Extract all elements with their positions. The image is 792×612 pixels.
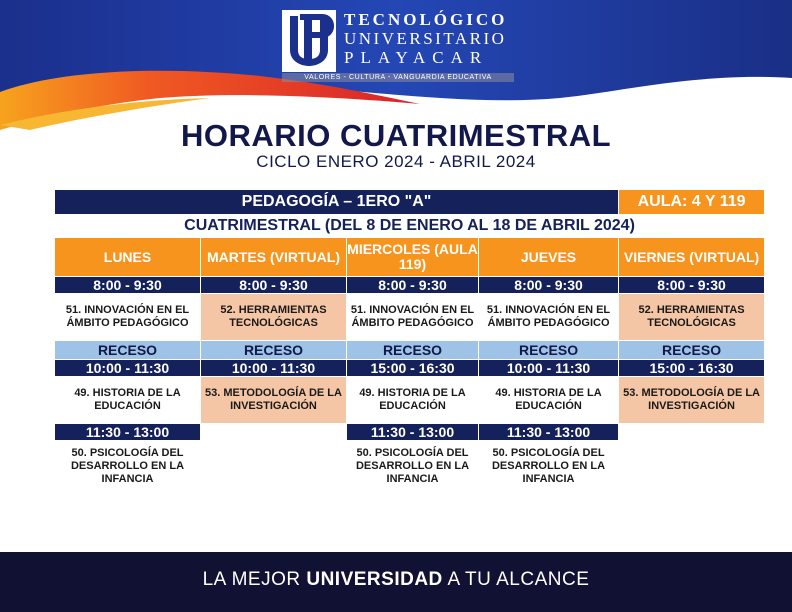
footer-text-2: UNIVERSIDAD <box>306 569 443 590</box>
course-cell: 50. PSICOLOGÍA DEL DESARROLLO EN LA INFANCIA <box>347 441 479 492</box>
time-slot: 11:30 - 13:00 <box>55 424 201 441</box>
course-row <box>55 294 765 341</box>
logo-line-1: TECNOLÓGICO <box>344 10 508 29</box>
course-cell: 49. HISTORIA DE LA EDUCACIÓN <box>479 377 619 424</box>
logo-slogan: VALORES - CULTURA - VANGUARDIA EDUCATIVA <box>282 73 514 82</box>
days-row <box>55 238 765 277</box>
logo-line-3: PLAYACAR <box>344 48 489 67</box>
period-row <box>55 215 765 238</box>
time-row <box>55 424 765 441</box>
schedule-table <box>54 189 765 492</box>
day-header: JUEVES <box>479 238 619 277</box>
page-title: HORARIO CUATRIMESTRAL <box>180 118 612 153</box>
course-cell: 50. PSICOLOGÍA DEL DESARROLLO EN LA INFANCIA <box>55 441 201 492</box>
time-slot: 8:00 - 9:30 <box>55 277 201 294</box>
time-row <box>55 277 765 294</box>
day-header: LUNES <box>55 238 201 277</box>
program-header: PEDAGOGÍA – 1ERO "A" <box>55 190 619 215</box>
footer-text-1: LA MEJOR <box>202 569 307 590</box>
course-row <box>55 377 765 424</box>
page-subtitle: CICLO ENERO 2024 - ABRIL 2024 <box>256 152 536 171</box>
course-cell: 53. METODOLOGÍA DE LA INVESTIGACIÓN <box>201 377 347 424</box>
recess-cell: RECESO <box>619 341 765 360</box>
logo-mark-icon <box>282 10 336 72</box>
table-header-row <box>55 190 765 215</box>
room-header: AULA: 4 Y 119 <box>619 190 765 215</box>
course-cell: 52. HERRAMIENTAS TECNOLÓGICAS <box>201 294 347 341</box>
time-slot: 11:30 - 13:00 <box>479 424 619 441</box>
logo-line-2: UNIVERSITARIO <box>344 29 507 48</box>
course-cell: 51. INNOVACIÓN EN EL ÁMBITO PEDAGÓGICO <box>479 294 619 341</box>
course-cell: 51. INNOVACIÓN EN EL ÁMBITO PEDAGÓGICO <box>347 294 479 341</box>
course-cell: 49. HISTORIA DE LA EDUCACIÓN <box>347 377 479 424</box>
course-cell: 51. INNOVACIÓN EN EL ÁMBITO PEDAGÓGICO <box>55 294 201 341</box>
time-slot: 8:00 - 9:30 <box>347 277 479 294</box>
time-slot: 8:00 - 9:30 <box>201 277 347 294</box>
period-header: CUATRIMESTRAL (DEL 8 DE ENERO AL 18 DE ABRIL 2024) <box>55 215 765 238</box>
recess-row <box>55 341 765 360</box>
time-slot: 10:00 - 11:30 <box>55 360 201 377</box>
recess-cell: RECESO <box>479 341 619 360</box>
day-header: MIERCOLES (AULA 119) <box>347 238 479 277</box>
time-slot: 8:00 - 9:30 <box>619 277 765 294</box>
footer-text-3: A TU ALCANCE <box>442 569 590 590</box>
empty-cell <box>619 424 765 492</box>
time-slot: 15:00 - 16:30 <box>347 360 479 377</box>
recess-cell: RECESO <box>55 341 201 360</box>
day-header: MARTES (VIRTUAL) <box>201 238 347 277</box>
recess-cell: RECESO <box>347 341 479 360</box>
empty-cell <box>201 424 347 492</box>
day-header: VIERNES (VIRTUAL) <box>619 238 765 277</box>
time-row <box>55 360 765 377</box>
university-logo <box>282 10 514 88</box>
course-cell: 53. METODOLOGÍA DE LA INVESTIGACIÓN <box>619 377 765 424</box>
footer-banner <box>0 552 792 612</box>
course-cell: 52. HERRAMIENTAS TECNOLÓGICAS <box>619 294 765 341</box>
time-slot: 15:00 - 16:30 <box>619 360 765 377</box>
recess-cell: RECESO <box>201 341 347 360</box>
time-slot: 10:00 - 11:30 <box>201 360 347 377</box>
time-slot: 11:30 - 13:00 <box>347 424 479 441</box>
course-cell: 50. PSICOLOGÍA DEL DESARROLLO EN LA INFANCIA <box>479 441 619 492</box>
time-slot: 10:00 - 11:30 <box>479 360 619 377</box>
logo-wordmark <box>344 10 507 67</box>
time-slot: 8:00 - 9:30 <box>479 277 619 294</box>
course-cell: 49. HISTORIA DE LA EDUCACIÓN <box>55 377 201 424</box>
